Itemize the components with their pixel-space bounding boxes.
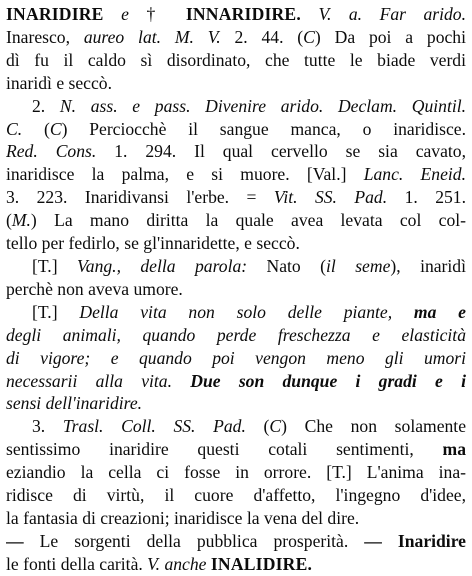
entry-text-segment: la fantasia di creazioni; inaridisce la vena del dire. (6, 507, 360, 528)
entry-text-segment: ridisce di virtù, il cuore d'affetto, l'ingegno d'idee, (6, 485, 466, 506)
entry-line (6, 49, 466, 72)
entry-text-segment: 2. (32, 95, 60, 116)
entry-text-segment: le fonti della carità. (6, 553, 148, 574)
entry-text-segment: Nato ( (247, 255, 327, 276)
entry-line (6, 26, 466, 49)
entry-text-segment: ) La mano diritta la quale avea levata col col- (30, 210, 466, 231)
entry-text-segment: inaridì e seccò. (6, 72, 113, 93)
entry-text-segment: V. a. Far arido. (318, 4, 466, 24)
entry-text-segment: M. (11, 210, 31, 231)
entry-text-segment: Inaresco, (6, 26, 84, 47)
entry-text-segment: V. anche (147, 553, 207, 574)
entry-text-segment: [T.] (32, 255, 77, 276)
entry-text-segment: ) Perciocchè il sangue manca, o inaridisce. (61, 118, 466, 139)
entry-line (6, 72, 466, 95)
entry-line (6, 255, 466, 278)
entry-text-segment: sentissimo inaridire questi cotali sentimenti, (6, 439, 443, 460)
entry-text-segment: ) Che non solamente (281, 416, 466, 437)
entry-text-segment: di vigore; e quando poi vengon meno gli umori (6, 347, 466, 368)
entry-text-segment: — (6, 530, 24, 551)
entry-text-segment: ), inaridì (390, 255, 466, 276)
entry-text-segment: inaridisce la palma, e si muore. [Val.] (6, 164, 364, 185)
entry-line (6, 209, 466, 232)
entry-line (6, 163, 466, 186)
entry-text-segment: † (128, 4, 186, 24)
entry-text-segment: Vit. SS. Pad. (273, 187, 388, 208)
entry-line (6, 278, 466, 301)
entry-text-segment: eziandio la cella ci fosse in orrore. [T.] L'anima ina- (6, 462, 466, 483)
entry-text-segment: ( (245, 416, 270, 437)
entry-text-segment: Lanc. Eneid. (363, 164, 466, 185)
entry-text-segment: Le sorgenti della pubblica prosperità. (23, 530, 365, 551)
entry-line (6, 415, 466, 438)
entry-line (6, 324, 466, 347)
entry-line (6, 553, 466, 576)
entry-text-segment: 3. 223. Inaridivansi l'erbe. = (6, 187, 274, 208)
entry-text-segment: INARIDIRE (6, 4, 104, 24)
entry-line (6, 140, 466, 163)
entry-line (6, 530, 466, 553)
entry-line (6, 392, 466, 415)
entry-text-segment: perchè non aveva umore. (6, 278, 183, 299)
entry-text-segment (301, 4, 319, 24)
entry-text-segment: C (303, 26, 315, 47)
entry-text-segment: ma (442, 439, 466, 460)
entry-line (6, 347, 466, 370)
entry-text-segment: Vang., della parola: (76, 255, 248, 276)
entry-text-segment: C. (6, 118, 23, 139)
entry-text-segment (172, 371, 190, 391)
entry-text-segment: Due son dunque i gradi e i (190, 370, 466, 391)
entry-text-segment: ma e (413, 301, 466, 322)
entry-text-segment: aureo lat. M. V. (83, 26, 221, 47)
entry-text-segment: 2. 44. ( (220, 26, 304, 47)
entry-text-segment: il seme (326, 255, 391, 276)
entry-line (6, 370, 466, 393)
entry-text-segment: tello per fedirlo, se gl'innaridette, e seccò. (6, 233, 300, 254)
entry-text-segment: ( (6, 210, 12, 231)
entry-line (6, 484, 466, 507)
entry-text-segment: INALIDIRE. (210, 553, 313, 574)
entry-text-segment: — Inaridire (364, 530, 466, 551)
entry-text-segment: dì fu il caldo sì disordinato, che tutte le biade verdi (6, 49, 466, 70)
entry-text-segment: [T.] (32, 301, 80, 322)
entry-line (6, 301, 466, 324)
entry-line (6, 232, 466, 255)
entry-text-segment: e (121, 4, 129, 24)
entry-line (6, 438, 466, 461)
entry-line (6, 507, 466, 530)
entry-text-segment (104, 4, 122, 24)
entry-text-segment: degli animali, quando perde freschezza e elasticità (6, 324, 466, 345)
entry-text-segment: C (269, 416, 282, 437)
entry-line (6, 3, 466, 26)
entry-text-segment: Della vita non solo delle piante, (79, 301, 393, 322)
entry-text-segment: 3. (32, 416, 63, 437)
entry-line (6, 95, 466, 118)
entry-text-segment: Red. Cons. (6, 141, 97, 162)
entry-text-segment: sensi dell'inaridire. (6, 393, 143, 414)
entry-text-segment: 1. 251. (387, 187, 466, 208)
dictionary-entry-inaridire (6, 3, 466, 576)
entry-text-segment (392, 302, 414, 322)
entry-text-segment: C (49, 118, 62, 139)
entry-line (6, 118, 466, 141)
entry-text-segment: N. ass. e pass. Divenire arido. Declam. Quintil. (59, 95, 466, 116)
entry-text-segment: ) Da poi a pochi (314, 26, 466, 47)
entry-text-segment: 1. 294. Il qual cervello se sia cavato, (96, 141, 466, 162)
entry-text-segment: ( (22, 118, 50, 139)
entry-line (6, 186, 466, 209)
entry-line (6, 461, 466, 484)
entry-text-segment: INNARIDIRE. (185, 4, 301, 24)
entry-text-segment: Trasl. Coll. SS. Pad. (62, 416, 246, 437)
entry-text-segment: necessarii alla vita. (6, 370, 172, 391)
